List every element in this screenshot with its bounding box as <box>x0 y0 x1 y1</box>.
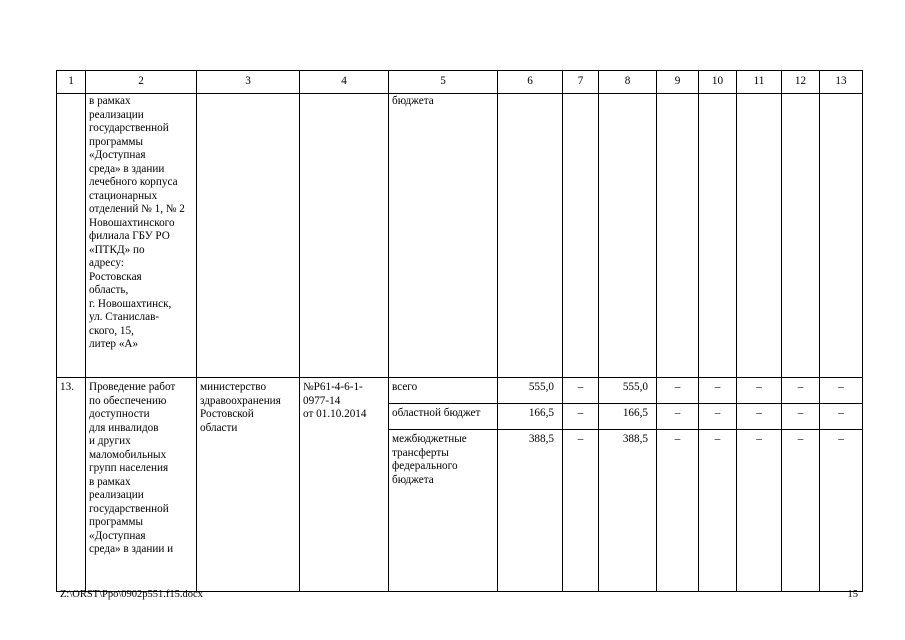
header-cell: 12 <box>782 71 820 94</box>
row13-ministry-cell: министерство здравоохранения Ростовской области <box>197 378 300 592</box>
funding-source: всего <box>389 378 498 404</box>
program-table <box>56 70 863 592</box>
header-cell: 9 <box>657 71 699 94</box>
value-cell: – <box>699 404 737 430</box>
value-cell: – <box>782 378 820 404</box>
value-cell: – <box>737 430 782 592</box>
page-number: 15 <box>847 589 858 600</box>
header-cell: 6 <box>498 71 563 94</box>
value-cell: 555,0 <box>498 378 563 404</box>
header-cell: 3 <box>197 71 300 94</box>
header-cell: 7 <box>563 71 599 94</box>
header-cell: 2 <box>86 71 197 94</box>
value-cell: – <box>782 404 820 430</box>
value-cell: 555,0 <box>599 378 657 404</box>
value-cell: 166,5 <box>599 404 657 430</box>
continued-name-cell: в рамках реализации государственной программы «Доступная среда» в здании лечебного корпуса стационарных отделений № 1, № 2 Новошахтинского филиала ГБУ РО «ПТКД» по адресу: Ростовская область, г. Новошахтинск, ул. Станислав- ского, 15, литер «А» <box>86 94 197 378</box>
header-cell: 8 <box>599 71 657 94</box>
funding-source: межбюджетные трансферты федерального бюджета <box>389 430 498 592</box>
header-cell: 1 <box>57 71 86 94</box>
value-cell: 166,5 <box>498 404 563 430</box>
value-cell: – <box>657 430 699 592</box>
row13-document-cell: №Р61-4-6-1- 0977-14 от 01.10.2014 <box>300 378 389 592</box>
value-cell: – <box>737 404 782 430</box>
value-cell: – <box>563 378 599 404</box>
table-row-13-total <box>57 378 863 404</box>
header-cell: 11 <box>737 71 782 94</box>
value-cell: – <box>820 378 863 404</box>
funding-source: областной бюджет <box>389 404 498 430</box>
header-row <box>57 71 863 94</box>
value-cell: 388,5 <box>599 430 657 592</box>
header-cell: 5 <box>389 71 498 94</box>
value-cell: – <box>699 378 737 404</box>
header-cell: 13 <box>820 71 863 94</box>
value-cell: 388,5 <box>498 430 563 592</box>
file-path: Z:\ORST\Ppo\0902p551.f15.docx <box>60 589 203 600</box>
row13-name-cell: Проведение работ по обеспечению доступности для инвалидов и других маломобильных групп населения в рамках реализации государственной программы «Доступная среда» в здании и <box>86 378 197 592</box>
value-cell: – <box>782 430 820 592</box>
value-cell: – <box>820 430 863 592</box>
value-cell: – <box>563 404 599 430</box>
value-cell: – <box>657 404 699 430</box>
value-cell: – <box>820 404 863 430</box>
table-row-continued <box>57 94 863 378</box>
value-cell: – <box>699 430 737 592</box>
header-cell: 4 <box>300 71 389 94</box>
value-cell: – <box>737 378 782 404</box>
header-cell: 10 <box>699 71 737 94</box>
row-number: 13. <box>57 378 86 592</box>
continued-source-cell: бюджета <box>389 94 498 378</box>
value-cell: – <box>563 430 599 592</box>
value-cell: – <box>657 378 699 404</box>
